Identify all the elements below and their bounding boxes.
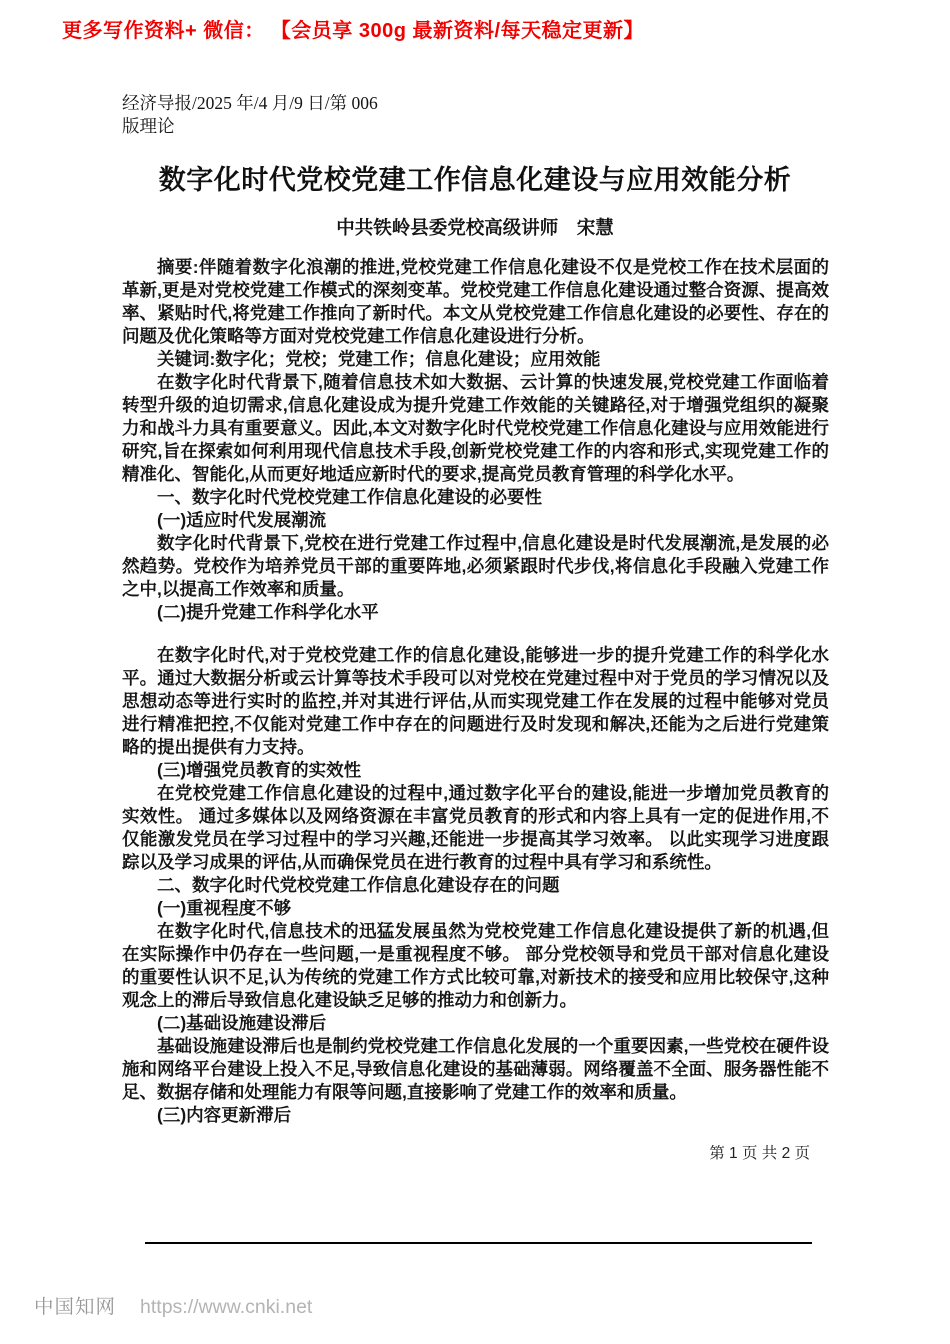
subsection-heading: (三)内容更新滞后 [157,1105,292,1125]
paragraph: 在数字化时代背景下,随着信息技术如大数据、云计算的快速发展,党校党建工作面临着转型升级的迫切需求,信息化建设成为提升党建工作效能的关键路径,对于增强党组织的凝聚力和战斗力具有重要意义。因此,本文对数字化时代党校党建工作信息化建设与应用效能进行研究,旨在探索如何利用现代信息技术手段,创新党校党建工作的内容和形式,实现党建工作的精准化、智能化,从而更好地适应新时代的要求,提高党员教育管理的科学化水平。 [122,372,829,484]
section-heading: 一、数字化时代党校党建工作信息化建设的必要性 [157,487,542,507]
cnki-logo-text: 中国知网 [34,1296,117,1318]
paragraph: 摘要:伴随着数字化浪潮的推进,党校党建工作信息化建设不仅是党校工作在技术层面的革新,更是对党校党建工作模式的深刻变革。党校党建工作信息化建设通过整合资源、提高效率、紧贴时代,将党建工作推向了新时代。本文从党校党建工作信息化建设的必要性、存在的问题及优化策略等方面对党校党建工作信息化建设进行分析。 [122,257,829,346]
paragraph: 在数字化时代,信息技术的迅猛发展虽然为党校党建工作信息化建设提供了新的机遇,但在实际操作中仍存在一些问题,一是重视程度不够。 部分党校领导和党员干部对信息化建设的重要性认识不足,认为传统的党建工作方式比较可靠,对新技术的接受和应用比较保守,这种观念上的滞后导致信息化建设缺乏足够的推动力和创新力。 [122,921,829,1010]
paragraph: 数字化时代背景下,党校在进行党建工作过程中,信息化建设是时代发展潮流,是发展的必然趋势。党校作为培养党员干部的重要阵地,必须紧跟时代步伐,将信息化手段融入党建工作之中,以提高工作效率和质量。 [122,533,829,599]
cnki-watermark [34,1291,312,1319]
section-heading: 二、数字化时代党校党建工作信息化建设存在的问题 [157,875,560,895]
promo-banner: 更多写作资料+ 微信： 【会员享 300g 最新资料/每天稳定更新】 [62,20,645,42]
subsection-heading: (一)适应时代发展潮流 [157,510,327,530]
paragraph: 基础设施建设滞后也是制约党校党建工作信息化发展的一个重要因素,一些党校在硬件设施和网络平台建设上投入不足,导致信息化建设的基础薄弱。网络覆盖不全面、服务器性能不足、数据存储和处理能力有限等问题,直接影响了党建工作的效率和质量。 [122,1036,829,1102]
article-title: 数字化时代党校党建工作信息化建设与应用效能分析 [158,165,792,195]
subsection-heading: (二)基础设施建设滞后 [157,1013,327,1033]
publication-info [122,92,378,138]
subsection-heading: (三)增强党员教育的实效性 [157,760,362,780]
publication-line2: 版理论 [122,116,175,136]
footer-divider [145,1242,812,1244]
cnki-url: https://www.cnki.net [140,1296,313,1318]
subsection-heading: (一)重视程度不够 [157,898,292,918]
keywords-line: 关键词:数字化；党校；党建工作；信息化建设；应用效能 [157,349,601,369]
article-author: 中共铁岭县委党校高级讲师 宋慧 [336,217,614,238]
publication-line1: 经济导报/2025 年/4 月/9 日/第 006 [122,93,378,113]
paragraph: 在数字化时代,对于党校党建工作的信息化建设,能够进一步的提升党建工作的科学化水平。通过大数据分析或云计算等技术手段可以对党校在党建过程中对于党员的学习情况以及思想动态等进行实时的监控,并对其进行评估,从而实现党建工作在发展的过程中能够对党员进行精准把控,不仅能对党建工作中存在的问题进行及时发现和解决,还能为之后进行党建策略的提出提供有力支持。 [122,645,829,757]
paragraph: 在党校党建工作信息化建设的过程中,通过数字化平台的建设,能进一步增加党员教育的实效性。 通过多媒体以及网络资源在丰富党员教育的形式和内容上具有一定的促进作用,不仅能激发党员在学习过程中的学习兴趣,还能进一步提高其学习效率。 以此实现学习进度跟踪以及学习成果的评估,从而确保党员在进行教育的过程中具有学习和系统性。 [122,783,829,872]
article-body [122,256,829,1127]
page-number: 第 1 页 共 2 页 [709,1145,810,1162]
subsection-heading: (二)提升党建工作科学化水平 [157,602,379,622]
